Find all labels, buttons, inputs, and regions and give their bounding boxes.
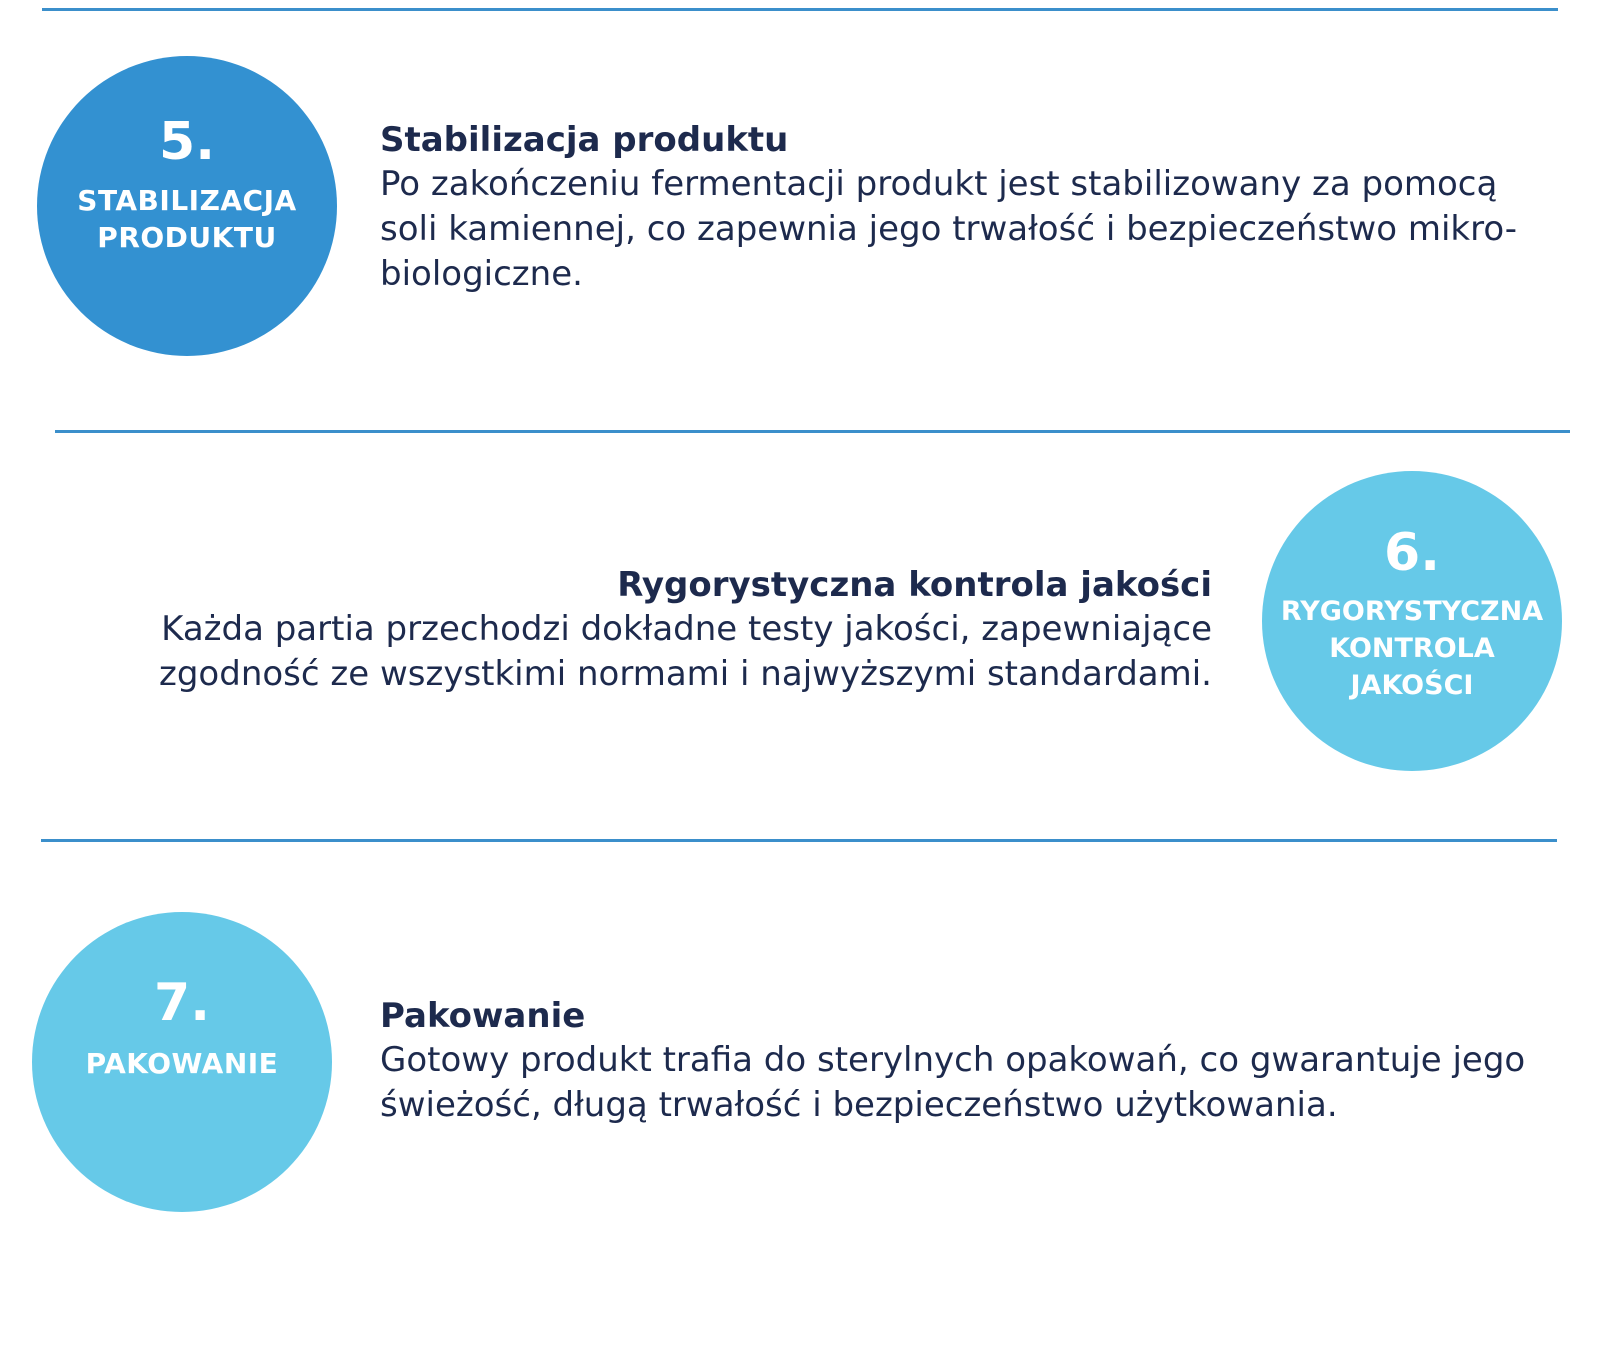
step-text-line: Po zakończeniu fermentacji produkt jest stabilizowany za pomocą (380, 164, 1498, 204)
step-6-description (120, 563, 1212, 697)
step-text-line: Każda partia przechodzi dokładne testy jakości, zapewniające (161, 609, 1212, 649)
step-text-line: biologiczne. (380, 254, 583, 294)
section-divider (55, 430, 1570, 433)
step-5-description (380, 118, 1570, 297)
step-6-badge (1262, 471, 1562, 771)
step-text-line: świeżość, długą trwałość i bezpieczeństwo użytkowania. (380, 1085, 1338, 1125)
step-heading: Rygorystyczna kontrola jakości (617, 565, 1212, 605)
step-number: 6. (1384, 523, 1440, 583)
step-text-line: Gotowy produkt trafia do sterylnych opakowań, co gwarantuje jego (380, 1040, 1526, 1080)
step-heading: Stabilizacja produktu (380, 120, 789, 160)
step-badge-label: RYGORYSTYCZNA KONTROLA JAKOŚCI (1280, 596, 1544, 701)
section-divider (42, 8, 1558, 11)
step-7-description (380, 994, 1580, 1128)
step-text-line: zgodność ze wszystkimi normami i najwyższymi standardami. (159, 654, 1212, 694)
step-badge-label: STABILIZACJA PRODUKTU (77, 184, 297, 254)
step-badge-label: PAKOWANIE (85, 1047, 279, 1080)
step-heading: Pakowanie (380, 996, 586, 1036)
step-5-badge (37, 56, 337, 356)
step-text-line: soli kamiennej, co zapewnia jego trwałość i bezpieczeństwo mikro- (380, 209, 1518, 249)
section-divider (41, 839, 1557, 842)
step-number: 5. (159, 112, 215, 172)
step-7-badge (32, 912, 332, 1212)
step-number: 7. (154, 973, 210, 1033)
